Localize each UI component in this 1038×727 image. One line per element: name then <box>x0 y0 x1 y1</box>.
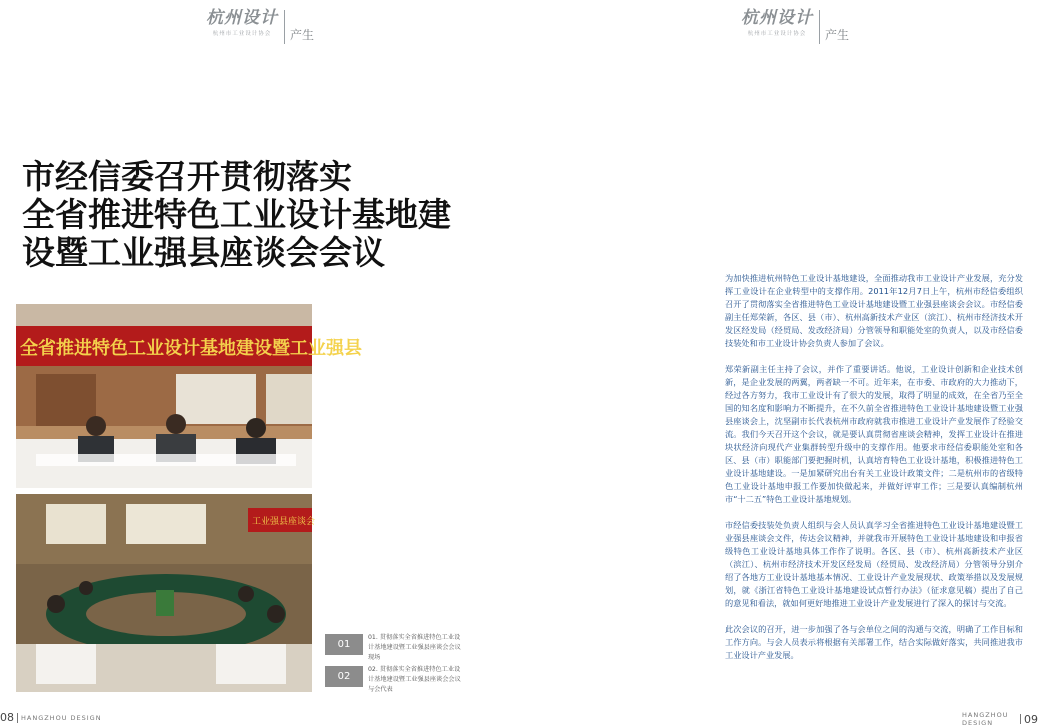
caption-text: 02. 贯彻落实全省推进特色工业设计基地建设暨工业强县座谈会会议与会代表 <box>368 666 461 693</box>
brand-sub: 杭州市工业设计协会 <box>747 31 807 37</box>
body-paragraph: 为加快推进杭州特色工业设计基地建设，全面推动我市工业设计产业发展，充分发挥工业设计在企业转型中的支撑作用。2011年12月7日上午，杭州市经信委组织召开了贯彻落实全省推进特色工业设计基地建设暨工业强县座谈会会议。市经信委副主任郑荣新，各区、县（市）、杭州高新技术产业区（滨江）、杭州市经济技术开发区经发局（经贸局、发改经济局）分管领导和职能处室的负责人，以及市经信委技装处和市工业设计协会负责人参加了会议。 <box>725 273 1023 348</box>
left-footer <box>0 711 102 724</box>
body-paragraph: 郑荣新副主任主持了会议，并作了重要讲话。他说，工业设计创新和企业技术创新，是企业发展的两翼，两者缺一不可。近年来，在市委、市政府的大力推动下，经过各方努力，我市工业设计有了很大的发展，取得了明显的成效，在全省乃至全国的知名度和影响力不断提升，在不久前全省推进特色工业设计基地建设暨工业强县座谈会上，沈坚副市长代表杭州市政府就我市推进工业设计产业发展作了经验交流。我们今天召开这个会议，就是要认真贯彻省座谈会精神，发挥工业设计在推进块状经济向现代产业集群转型升级中的支撑作用。他要求市经信委职能处室和各区、县（市）职能部门要把握时机，认真培育特色工业设计基地，积极推进特色工业设计基地建设。一是加紧研究出台有关工业设计政策文件；二是杭州市的省级特色工业设计基地申报工作要加快做起来，并做好评审工作；三是要认真编制杭州市“十二五”特色工业设计基地规划。 <box>725 364 1023 504</box>
header-logo <box>206 8 314 44</box>
meeting-photo-2-image <box>16 494 316 692</box>
banner1-text: 全省推进特色工业设计基地建设暨工业强县 <box>20 338 362 359</box>
article-body <box>725 272 1023 675</box>
header-divider <box>284 10 285 44</box>
brand-sub: 杭州市工业设计协会 <box>212 31 272 37</box>
body-paragraph: 市经信委技装处负责人组织与会人员认真学习全省推进特色工业设计基地建设暨工业强县座谈会文件，传达会议精神，并就我市开展特色工业设计基地建设和申报省级特色工业设计基地具体工作作了说明。各区、县（市）、杭州高新技术产业区（滨江）、杭州市经济技术开发区经发局（经贸局、发改经济局）分管领导分别介绍了各地方工业设计基地基本情况、工业设计产业发展现状、政策举措以及发展规划，就《浙江省特色工业设计基地建设试点暂行办法》（征求意见稿）提出了自己的意见和看法，就如何更好地推进工业设计产业发展进行了深入的探讨与交流。 <box>725 520 1023 608</box>
footer-divider <box>1020 714 1021 724</box>
caption-text: 01. 贯彻落实全省推进特色工业设计基地建设暨工业强县座谈会会议现场 <box>368 634 461 661</box>
meeting-photo-1-image <box>16 304 362 488</box>
header-logo <box>741 8 849 44</box>
footer-label: HANGZHOU DESIGN <box>962 711 1009 727</box>
right-footer <box>962 711 1038 727</box>
meeting-photo-1 <box>16 304 362 488</box>
section-label: 产生 <box>825 28 850 42</box>
caption-1 <box>325 634 465 663</box>
page-number: 08 <box>0 711 14 724</box>
header-divider <box>819 10 820 44</box>
body-paragraph: 此次会议的召开，进一步加强了各与会单位之间的沟通与交流，明确了工作目标和工作方向。与会人员表示将根据有关部署工作，结合实际做好落实，共同推进我市工业设计产业发展。 <box>725 624 1023 660</box>
brand-script: 杭州设计 <box>741 8 813 28</box>
caption-2 <box>325 666 465 695</box>
title-line: 全省推进特色工业设计基地建 <box>22 195 451 234</box>
brand <box>206 8 278 37</box>
banner2-text: 工业强县座谈会 <box>252 517 316 527</box>
title-line: 设暨工业强县座谈会会议 <box>22 233 385 272</box>
left-page <box>0 0 519 722</box>
page-number: 09 <box>1024 712 1038 726</box>
brand-script: 杭州设计 <box>206 8 278 28</box>
right-page <box>519 0 1038 727</box>
footer-label: HANGZHOU DESIGN <box>21 713 102 722</box>
footer-divider <box>17 713 18 723</box>
meeting-photo-2 <box>16 494 316 692</box>
caption-number: 02 <box>325 666 363 687</box>
title-line: 市经信委召开贯彻落实 <box>22 157 352 196</box>
section-label: 产生 <box>290 28 315 42</box>
brand <box>741 8 813 37</box>
article-title <box>22 158 451 272</box>
caption-number: 01 <box>325 634 363 655</box>
